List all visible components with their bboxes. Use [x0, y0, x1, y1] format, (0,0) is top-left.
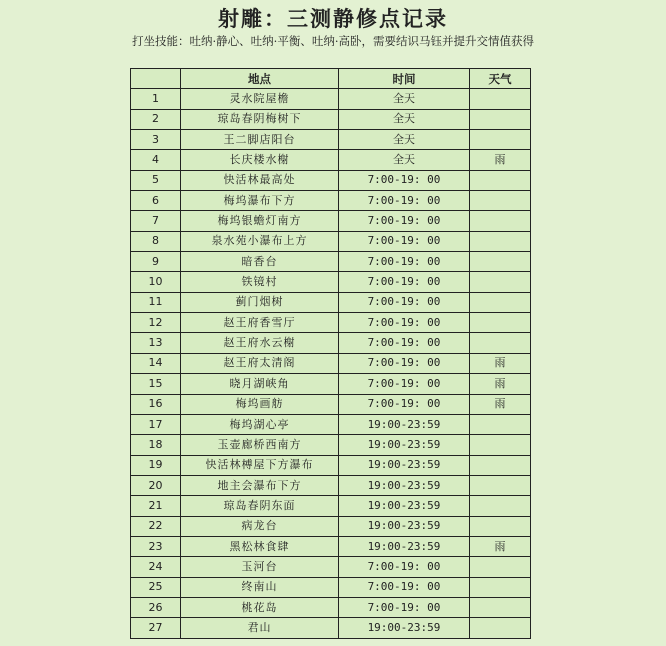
row-weather-cell [470, 496, 531, 516]
table-row [131, 374, 531, 394]
row-time-cell: 全天 [339, 150, 470, 170]
row-weather-cell [470, 557, 531, 577]
row-location-cell: 梅坞湖心亭 [181, 414, 339, 434]
row-time-cell: 7:00-19: 00 [339, 394, 470, 414]
row-index-cell: 26 [131, 597, 181, 617]
row-weather-cell [470, 577, 531, 597]
table-row [131, 577, 531, 597]
table-row [131, 231, 531, 251]
row-location-cell: 病龙台 [181, 516, 339, 536]
row-weather-cell [470, 618, 531, 638]
table-body [131, 89, 531, 638]
row-time-cell: 7:00-19: 00 [339, 577, 470, 597]
row-location-cell: 玉壶廊桥西南方 [181, 435, 339, 455]
row-location-cell: 琼岛春阴东面 [181, 496, 339, 516]
row-index-cell: 8 [131, 231, 181, 251]
table-row [131, 150, 531, 170]
table-row [131, 170, 531, 190]
table-row [131, 557, 531, 577]
table-row [131, 516, 531, 536]
table-row [131, 252, 531, 272]
row-time-cell: 7:00-19: 00 [339, 211, 470, 231]
row-time-cell: 19:00-23:59 [339, 516, 470, 536]
row-weather-cell [470, 475, 531, 495]
table-row [131, 272, 531, 292]
row-location-cell: 玉河台 [181, 557, 339, 577]
table-row [131, 435, 531, 455]
table-row [131, 109, 531, 129]
row-index-cell: 9 [131, 252, 181, 272]
row-location-cell: 赵王府香雪厅 [181, 313, 339, 333]
row-index-cell: 20 [131, 475, 181, 495]
row-location-cell: 晓月湖峡角 [181, 374, 339, 394]
row-time-cell: 19:00-23:59 [339, 496, 470, 516]
row-time-cell: 7:00-19: 00 [339, 597, 470, 617]
row-weather-cell [470, 516, 531, 536]
row-index-cell: 7 [131, 211, 181, 231]
table-row [131, 130, 531, 150]
table-header-row [131, 69, 531, 89]
row-location-cell: 赵王府水云榭 [181, 333, 339, 353]
row-index-cell: 5 [131, 170, 181, 190]
row-time-cell: 7:00-19: 00 [339, 292, 470, 312]
row-location-cell: 终南山 [181, 577, 339, 597]
row-weather-cell [470, 211, 531, 231]
row-index-cell: 10 [131, 272, 181, 292]
row-time-cell: 7:00-19: 00 [339, 191, 470, 211]
row-time-cell: 全天 [339, 130, 470, 150]
meditation-spots-table [130, 68, 531, 639]
row-location-cell: 蓟门烟树 [181, 292, 339, 312]
table-row [131, 394, 531, 414]
row-time-cell: 19:00-23:59 [339, 414, 470, 434]
row-time-cell: 19:00-23:59 [339, 536, 470, 556]
row-weather-cell: 雨 [470, 536, 531, 556]
row-time-cell: 全天 [339, 109, 470, 129]
row-index-cell: 27 [131, 618, 181, 638]
row-weather-cell [470, 191, 531, 211]
row-location-cell: 琼岛春阴梅树下 [181, 109, 339, 129]
table-row [131, 618, 531, 638]
row-weather-cell [470, 89, 531, 109]
row-index-cell: 18 [131, 435, 181, 455]
row-time-cell: 7:00-19: 00 [339, 557, 470, 577]
table-row [131, 313, 531, 333]
table-row [131, 211, 531, 231]
row-index-cell: 23 [131, 536, 181, 556]
row-weather-cell [470, 109, 531, 129]
row-location-cell: 梅坞瀑布下方 [181, 191, 339, 211]
table-row [131, 89, 531, 109]
row-index-cell: 4 [131, 150, 181, 170]
row-index-cell: 13 [131, 333, 181, 353]
row-time-cell: 7:00-19: 00 [339, 313, 470, 333]
row-time-cell: 19:00-23:59 [339, 435, 470, 455]
row-weather-cell: 雨 [470, 353, 531, 373]
table-row [131, 455, 531, 475]
row-index-cell: 15 [131, 374, 181, 394]
row-weather-cell: 雨 [470, 394, 531, 414]
row-location-cell: 长庆楼水榭 [181, 150, 339, 170]
row-location-cell: 梅坞画舫 [181, 394, 339, 414]
row-index-cell: 3 [131, 130, 181, 150]
row-time-cell: 7:00-19: 00 [339, 374, 470, 394]
table-row [131, 333, 531, 353]
row-location-cell: 赵王府太清阁 [181, 353, 339, 373]
row-location-cell: 君山 [181, 618, 339, 638]
row-location-cell: 快活林榑屋下方瀑布 [181, 455, 339, 475]
row-index-cell: 25 [131, 577, 181, 597]
row-time-cell: 7:00-19: 00 [339, 353, 470, 373]
row-location-cell: 黑松林食肆 [181, 536, 339, 556]
table-row [131, 496, 531, 516]
row-index-cell: 6 [131, 191, 181, 211]
page-subtitle: 打坐技能：吐纳·静心、吐纳·平衡、吐纳·高卧，需要结识马钰并提升交情值获得 [132, 34, 534, 48]
table-row [131, 414, 531, 434]
row-time-cell: 19:00-23:59 [339, 618, 470, 638]
row-location-cell: 泉水苑小瀑布上方 [181, 231, 339, 251]
row-time-cell: 7:00-19: 00 [339, 333, 470, 353]
row-location-cell: 灵水院屋檐 [181, 89, 339, 109]
row-time-cell: 7:00-19: 00 [339, 252, 470, 272]
row-weather-cell [470, 313, 531, 333]
row-weather-cell: 雨 [470, 150, 531, 170]
row-weather-cell [470, 597, 531, 617]
header-time: 时间 [339, 69, 470, 89]
row-weather-cell: 雨 [470, 374, 531, 394]
row-location-cell: 梅坞银蟾灯南方 [181, 211, 339, 231]
row-index-cell: 21 [131, 496, 181, 516]
row-weather-cell [470, 333, 531, 353]
header-index [131, 69, 181, 89]
page-title: 射雕：三测静修点记录 [218, 6, 448, 31]
table-row [131, 292, 531, 312]
row-location-cell: 桃花岛 [181, 597, 339, 617]
row-index-cell: 16 [131, 394, 181, 414]
row-index-cell: 24 [131, 557, 181, 577]
row-time-cell: 19:00-23:59 [339, 475, 470, 495]
row-weather-cell [470, 414, 531, 434]
row-time-cell: 全天 [339, 89, 470, 109]
row-weather-cell [470, 435, 531, 455]
row-time-cell: 7:00-19: 00 [339, 170, 470, 190]
row-time-cell: 7:00-19: 00 [339, 272, 470, 292]
row-weather-cell [470, 292, 531, 312]
row-location-cell: 快活林最高处 [181, 170, 339, 190]
row-time-cell: 7:00-19: 00 [339, 231, 470, 251]
row-index-cell: 14 [131, 353, 181, 373]
header-weather: 天气 [470, 69, 531, 89]
row-location-cell: 暗香台 [181, 252, 339, 272]
table-row [131, 353, 531, 373]
row-weather-cell [470, 455, 531, 475]
row-index-cell: 1 [131, 89, 181, 109]
row-location-cell: 地主会瀑布下方 [181, 475, 339, 495]
row-time-cell: 19:00-23:59 [339, 455, 470, 475]
row-index-cell: 17 [131, 414, 181, 434]
table-row [131, 536, 531, 556]
row-index-cell: 12 [131, 313, 181, 333]
row-location-cell: 王二脚店阳台 [181, 130, 339, 150]
row-index-cell: 22 [131, 516, 181, 536]
row-index-cell: 11 [131, 292, 181, 312]
row-index-cell: 19 [131, 455, 181, 475]
row-weather-cell [470, 231, 531, 251]
row-index-cell: 2 [131, 109, 181, 129]
table-row [131, 475, 531, 495]
table-row [131, 597, 531, 617]
row-location-cell: 铁镜村 [181, 272, 339, 292]
header-location: 地点 [181, 69, 339, 89]
row-weather-cell [470, 130, 531, 150]
table-row [131, 191, 531, 211]
row-weather-cell [470, 272, 531, 292]
row-weather-cell [470, 170, 531, 190]
row-weather-cell [470, 252, 531, 272]
